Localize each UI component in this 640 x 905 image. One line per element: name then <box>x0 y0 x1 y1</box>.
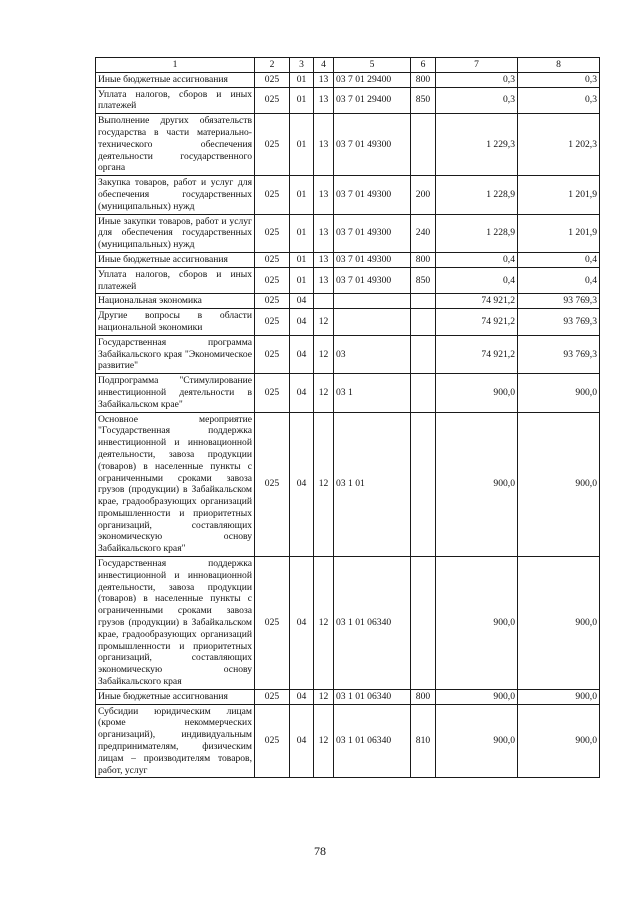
subsection-cell: 12 <box>314 557 334 690</box>
subsection-cell: 13 <box>314 252 334 267</box>
section-cell: 01 <box>290 267 314 294</box>
amount-year1-cell: 74 921,2 <box>436 309 518 336</box>
target-article-cell: 03 1 01 06340 <box>334 704 411 778</box>
subsection-cell: 13 <box>314 87 334 114</box>
table-row <box>96 689 600 704</box>
amount-year1-cell: 900,0 <box>436 412 518 557</box>
target-article-cell: 03 <box>334 335 411 373</box>
admin-code-cell: 025 <box>255 114 290 176</box>
table-header-row <box>96 58 600 73</box>
amount-year2-cell: 900,0 <box>518 557 600 690</box>
amount-year2-cell: 900,0 <box>518 704 600 778</box>
table-row <box>96 72 600 87</box>
column-header: 4 <box>314 58 334 73</box>
amount-year1-cell: 0,3 <box>436 87 518 114</box>
row-name-cell: Иные закупки товаров, работ и услуг для обеспечения государственных (муниципальных) нужд <box>96 214 255 252</box>
subsection-cell: 13 <box>314 267 334 294</box>
subsection-cell: 12 <box>314 335 334 373</box>
admin-code-cell: 025 <box>255 267 290 294</box>
column-header: 5 <box>334 58 411 73</box>
row-name-cell: Основное мероприятие "Государственная поддержка инвестиционной и инновационной деятельности, завоза продукции (товаров) в населенные пункты с ограниченными сроками завоза грузов (продукции) в Забайкальском крае, градообразующих организаций промышленности и приоритетных организаций, составляющих экономическую основу Забайкальского края" <box>96 412 255 557</box>
amount-year1-cell: 900,0 <box>436 374 518 412</box>
table-row <box>96 335 600 373</box>
column-header: 7 <box>436 58 518 73</box>
expense-type-cell: 810 <box>411 704 436 778</box>
table-row <box>96 557 600 690</box>
target-article-cell: 03 7 01 49300 <box>334 252 411 267</box>
column-header: 1 <box>96 58 255 73</box>
target-article-cell: 03 1 01 06340 <box>334 557 411 690</box>
subsection-cell: 13 <box>314 72 334 87</box>
table-row <box>96 294 600 309</box>
section-cell: 01 <box>290 214 314 252</box>
amount-year2-cell: 0,4 <box>518 252 600 267</box>
expense-type-cell: 850 <box>411 87 436 114</box>
amount-year1-cell: 0,4 <box>436 252 518 267</box>
amount-year1-cell: 900,0 <box>436 557 518 690</box>
table-row <box>96 412 600 557</box>
admin-code-cell: 025 <box>255 557 290 690</box>
amount-year1-cell: 1 229,3 <box>436 114 518 176</box>
section-cell: 04 <box>290 704 314 778</box>
amount-year2-cell: 1 202,3 <box>518 114 600 176</box>
amount-year1-cell: 1 228,9 <box>436 176 518 214</box>
amount-year2-cell: 93 769,3 <box>518 335 600 373</box>
table-row <box>96 252 600 267</box>
amount-year2-cell: 900,0 <box>518 412 600 557</box>
admin-code-cell: 025 <box>255 87 290 114</box>
section-cell: 01 <box>290 252 314 267</box>
amount-year1-cell: 0,3 <box>436 72 518 87</box>
budget-table <box>95 57 600 778</box>
amount-year1-cell: 74 921,2 <box>436 294 518 309</box>
section-cell: 04 <box>290 335 314 373</box>
table-row <box>96 309 600 336</box>
target-article-cell: 03 7 01 49300 <box>334 114 411 176</box>
section-cell: 04 <box>290 374 314 412</box>
section-cell: 01 <box>290 176 314 214</box>
expense-type-cell <box>411 557 436 690</box>
admin-code-cell: 025 <box>255 176 290 214</box>
target-article-cell: 03 1 <box>334 374 411 412</box>
expense-type-cell: 850 <box>411 267 436 294</box>
target-article-cell: 03 1 01 <box>334 412 411 557</box>
expense-type-cell <box>411 114 436 176</box>
admin-code-cell: 025 <box>255 412 290 557</box>
amount-year1-cell: 900,0 <box>436 704 518 778</box>
page-number: 78 <box>314 844 326 858</box>
target-article-cell: 03 7 01 49300 <box>334 176 411 214</box>
admin-code-cell: 025 <box>255 72 290 87</box>
table-row <box>96 267 600 294</box>
target-article-cell: 03 1 01 06340 <box>334 689 411 704</box>
admin-code-cell: 025 <box>255 374 290 412</box>
admin-code-cell: 025 <box>255 214 290 252</box>
row-name-cell: Национальная экономика <box>96 294 255 309</box>
expense-type-cell: 800 <box>411 689 436 704</box>
admin-code-cell: 025 <box>255 252 290 267</box>
table-row <box>96 704 600 778</box>
amount-year2-cell: 900,0 <box>518 374 600 412</box>
target-article-cell <box>334 309 411 336</box>
amount-year2-cell: 1 201,9 <box>518 176 600 214</box>
section-cell: 04 <box>290 412 314 557</box>
target-article-cell: 03 7 01 49300 <box>334 267 411 294</box>
table-row <box>96 87 600 114</box>
subsection-cell <box>314 294 334 309</box>
target-article-cell: 03 7 01 49300 <box>334 214 411 252</box>
row-name-cell: Уплата налогов, сборов и иных платежей <box>96 87 255 114</box>
amount-year2-cell: 0,3 <box>518 87 600 114</box>
expense-type-cell <box>411 412 436 557</box>
table-row <box>96 214 600 252</box>
row-name-cell: Иные бюджетные ассигнования <box>96 252 255 267</box>
amount-year1-cell: 74 921,2 <box>436 335 518 373</box>
target-article-cell: 03 7 01 29400 <box>334 87 411 114</box>
amount-year1-cell: 0,4 <box>436 267 518 294</box>
subsection-cell: 12 <box>314 689 334 704</box>
row-name-cell: Государственная программа Забайкальского края "Экономическое развитие" <box>96 335 255 373</box>
section-cell: 04 <box>290 294 314 309</box>
admin-code-cell: 025 <box>255 294 290 309</box>
table-row <box>96 176 600 214</box>
section-cell: 04 <box>290 557 314 690</box>
amount-year2-cell: 93 769,3 <box>518 294 600 309</box>
column-header: 6 <box>411 58 436 73</box>
expense-type-cell <box>411 294 436 309</box>
row-name-cell: Иные бюджетные ассигнования <box>96 72 255 87</box>
expense-type-cell: 800 <box>411 252 436 267</box>
amount-year2-cell: 93 769,3 <box>518 309 600 336</box>
row-name-cell: Другие вопросы в области национальной экономики <box>96 309 255 336</box>
row-name-cell: Иные бюджетные ассигнования <box>96 689 255 704</box>
column-header: 3 <box>290 58 314 73</box>
row-name-cell: Субсидии юридическим лицам (кроме некоммерческих организаций), индивидуальным предпринимателям, физическим лицам – производителям товаров, работ, услуг <box>96 704 255 778</box>
expense-type-cell: 800 <box>411 72 436 87</box>
section-cell: 01 <box>290 72 314 87</box>
row-name-cell: Закупка товаров, работ и услуг для обеспечения государственных (муниципальных) нужд <box>96 176 255 214</box>
column-header: 2 <box>255 58 290 73</box>
expense-type-cell <box>411 335 436 373</box>
subsection-cell: 12 <box>314 374 334 412</box>
subsection-cell: 12 <box>314 704 334 778</box>
subsection-cell: 12 <box>314 412 334 557</box>
row-name-cell: Государственная поддержка инвестиционной и инновационной деятельности, завоза продукции (товаров) в населенные пункты с ограниченными сроками завоза грузов (продукции) в Забайкальском крае, градообразующих организаций промышленности и приоритетных организаций, составляющих экономическую основу Забайкальского края <box>96 557 255 690</box>
amount-year2-cell: 0,3 <box>518 72 600 87</box>
subsection-cell: 13 <box>314 114 334 176</box>
section-cell: 01 <box>290 87 314 114</box>
subsection-cell: 13 <box>314 176 334 214</box>
admin-code-cell: 025 <box>255 689 290 704</box>
amount-year1-cell: 1 228,9 <box>436 214 518 252</box>
target-article-cell: 03 7 01 29400 <box>334 72 411 87</box>
amount-year1-cell: 900,0 <box>436 689 518 704</box>
expense-type-cell <box>411 374 436 412</box>
amount-year2-cell: 900,0 <box>518 689 600 704</box>
expense-type-cell: 240 <box>411 214 436 252</box>
admin-code-cell: 025 <box>255 335 290 373</box>
table-row <box>96 374 600 412</box>
admin-code-cell: 025 <box>255 704 290 778</box>
amount-year2-cell: 0,4 <box>518 267 600 294</box>
expense-type-cell: 200 <box>411 176 436 214</box>
admin-code-cell: 025 <box>255 309 290 336</box>
subsection-cell: 12 <box>314 309 334 336</box>
row-name-cell: Уплата налогов, сборов и иных платежей <box>96 267 255 294</box>
expense-type-cell <box>411 309 436 336</box>
section-cell: 04 <box>290 689 314 704</box>
row-name-cell: Выполнение других обязательств государства в части материально-технического обеспечения деятельности государственного органа <box>96 114 255 176</box>
row-name-cell: Подпрограмма "Стимулирование инвестиционной деятельности в Забайкальском крае" <box>96 374 255 412</box>
section-cell: 04 <box>290 309 314 336</box>
table-row <box>96 114 600 176</box>
subsection-cell: 13 <box>314 214 334 252</box>
target-article-cell <box>334 294 411 309</box>
column-header: 8 <box>518 58 600 73</box>
section-cell: 01 <box>290 114 314 176</box>
amount-year2-cell: 1 201,9 <box>518 214 600 252</box>
